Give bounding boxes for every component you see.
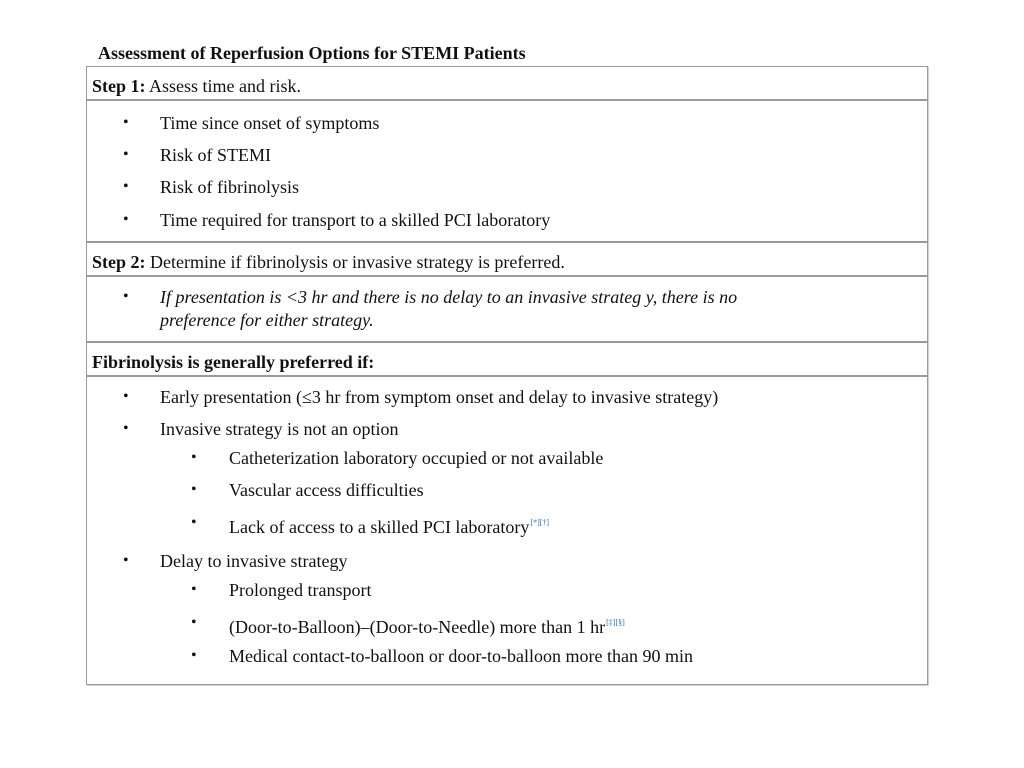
- step1-header: [86, 66, 928, 100]
- bullet-icon: •: [191, 581, 197, 598]
- bullet-icon: •: [123, 211, 129, 228]
- fibrinolysis-header-text: Fibrinolysis is generally preferred if:: [92, 352, 375, 372]
- bullet-icon: •: [123, 552, 129, 569]
- step1-text: Assess time and risk.: [149, 76, 302, 96]
- page-title: Assessment of Reperfusion Options for STEMI Patients: [98, 43, 526, 63]
- step2-text: Determine if fibrinolysis or invasive strategy is preferred.: [150, 252, 565, 272]
- sub-list-item: Prolonged transport: [229, 580, 372, 600]
- bullet-icon: •: [123, 146, 129, 163]
- bullet-icon: •: [191, 614, 197, 631]
- bullet-icon: •: [191, 481, 197, 498]
- sub-list-item-text: Lack of access to a skilled PCI laboratory: [229, 517, 530, 537]
- step2-list: [86, 276, 928, 342]
- list-item: Delay to invasive strategy: [160, 551, 348, 571]
- fibrinolysis-list: [86, 376, 928, 685]
- sub-list-item: [229, 512, 549, 538]
- list-item: Time since onset of symptoms: [160, 113, 380, 133]
- bullet-icon: •: [191, 514, 197, 531]
- sub-list-item-text: (Door-to-Balloon)–(Door-to-Needle) more than 1 hr: [229, 617, 606, 637]
- reference-link[interactable]: [*][†]: [530, 518, 550, 527]
- bullet-icon: •: [123, 114, 129, 131]
- list-item: Time required for transport to a skilled PCI laboratory: [160, 210, 551, 230]
- reference-link[interactable]: [‡][§]: [606, 618, 625, 627]
- sub-list-item: Vascular access difficulties: [229, 480, 424, 500]
- list-item: Early presentation (≤3 hr from symptom onset and delay to invasive strategy): [160, 387, 719, 407]
- fibrinolysis-header: [86, 342, 928, 376]
- bullet-icon: •: [123, 388, 129, 405]
- bullet-icon: •: [123, 288, 129, 305]
- bullet-icon: •: [123, 178, 129, 195]
- step2-label: Step 2:: [92, 252, 146, 272]
- step1-label: Step 1:: [92, 76, 146, 96]
- list-item-line: preference for either strategy.: [160, 310, 374, 330]
- sub-list-item: [229, 612, 625, 638]
- list-item: Risk of fibrinolysis: [160, 177, 300, 197]
- sub-list-item: Medical contact-to-balloon or door-to-balloon more than 90 min: [229, 646, 694, 666]
- list-item-line: If presentation is <3 hr and there is no delay to an invasive strateg y, there is no: [160, 287, 738, 307]
- bullet-icon: •: [191, 647, 197, 664]
- list-item: Invasive strategy is not an option: [160, 419, 399, 439]
- step1-list: [86, 100, 928, 242]
- bullet-icon: •: [191, 449, 197, 466]
- step2-header: [86, 242, 928, 276]
- list-item: Risk of STEMI: [160, 145, 272, 165]
- sub-list-item: Catheterization laboratory occupied or not available: [229, 448, 604, 468]
- bullet-icon: •: [123, 420, 129, 437]
